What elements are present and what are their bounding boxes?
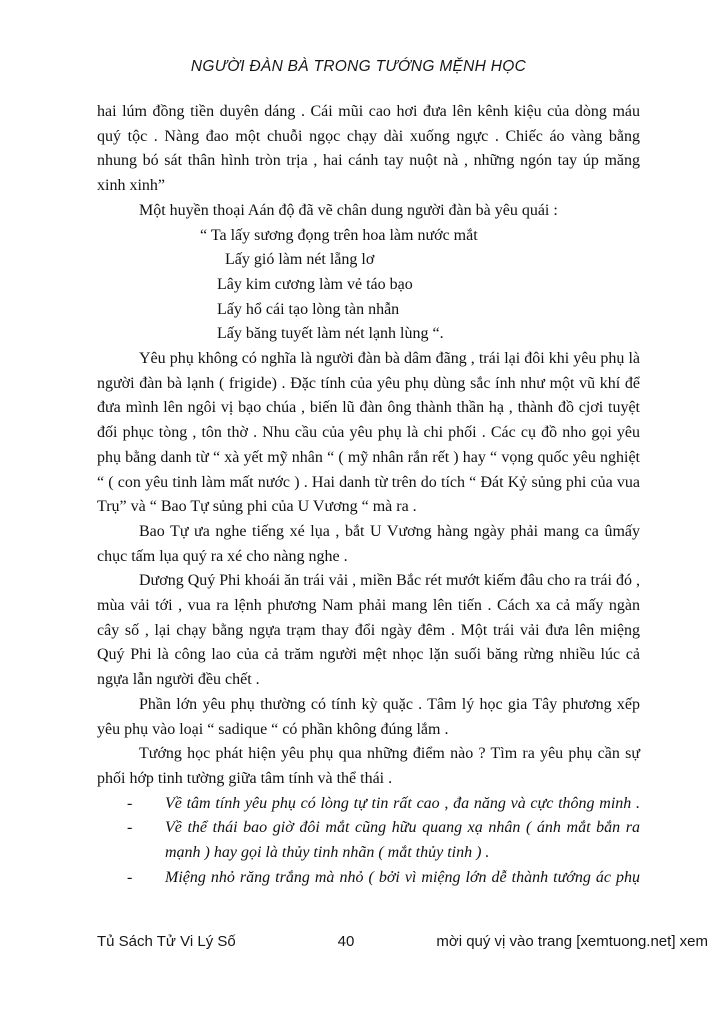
page-footer (0, 933, 717, 957)
text-line: chục tấm lụa quý ra xé cho nàng nghe . (97, 547, 348, 565)
text-line: phụ bằng danh từ “ xà yết mỹ nhân “ ( mỹ nhân rắn rết ) hay “ vọng quốc yêu nghiệt (97, 448, 640, 466)
text-line: hai lúm đồng tiền duyên dáng . Cái mũi cao hơi đưa lên kênh kiệu của dòng máu (97, 103, 640, 120)
text-line: đối phục tòng , tôn thờ . Nhu cầu của yêu phụ là chi phối . Các cụ đồ nho gọi yêu (97, 424, 640, 442)
text-line: Yêu phụ không có nghĩa là người đàn bà dâm đãng , trái lại đôi khi yêu phụ là (139, 350, 640, 368)
text-line: Lấy hổ cái tạo lòng tàn nhẫn (217, 300, 400, 318)
text-line: Phần lớn yêu phụ thường có tính kỳ quặc . Tâm lý học gia Tây phương xếp (139, 695, 640, 713)
list-item (97, 866, 640, 891)
text-line: cây số , lại chạy bằng ngựa trạm thay đổi ngày đêm . Một trái vải đưa lên miệng (97, 621, 640, 639)
text-line: quý tộc . Nàng đao một chuỗi ngọc chạy dài xuống ngực . Chiếc áo vàng bằng (97, 127, 640, 145)
list-item-dash: - (127, 868, 133, 886)
text-line: nhung bó sát thân hình tròn trịa , hai cánh tay nuột nà , những ngón tay úp măng (97, 152, 640, 170)
text-line: phối hớp tinh tường giữa tâm tính và thể thái . (97, 769, 393, 787)
page-title: NGƯỜI ĐÀN BÀ TRONG TƯỚNG MỆNH HỌC (190, 58, 527, 75)
text-line: Trụ” và “ Bao Tự sủng phi của U Vương “ mà ra . (97, 498, 417, 516)
text-line: Về thể thái bao giờ đôi mắt cũng hữu quang xạ nhân ( ánh mắt bắn ra (165, 819, 640, 837)
text-line: mạnh ) hay gọi là thủy tinh nhãn ( mắt thủy tinh ) . (165, 844, 490, 862)
text-line: xinh xinh” (97, 177, 165, 195)
text-line: Quý Phi là công lao của cả trăm người mệt nhọc lặn suối băng rừng nhiều lúc cả (97, 646, 640, 664)
text-line: “ ( con yêu tinh làm mất nước ) . Hai danh từ trên do tích “ Đát Kỷ sủng phi của vua (97, 473, 640, 491)
paragraph (97, 520, 640, 569)
text-line: Dương Quý Phi khoái ăn trái vải , miền Bắc rét mướt kiếm đâu cho ra trái đó , (139, 572, 640, 590)
text-line: “ Ta lấy sương đọng trên hoa làm nước mắt (200, 226, 478, 244)
footer-page-number: 40 (337, 933, 355, 950)
list-item (97, 816, 640, 865)
text-line: mùa vải tới , vua ra lệnh phương Nam phải mang lên tiến . Cách xa cả mấy ngàn (97, 597, 640, 615)
list-item (97, 792, 640, 817)
text-line: Về tâm tính yêu phụ có lòng tự tin rất cao , đa năng và cực thông minh . (165, 794, 640, 812)
paragraph (97, 100, 640, 199)
verse (97, 224, 640, 348)
text-line: người đàn bà lạnh ( frigide) . Đặc tính của yêu phụ dùng sắc ính như một vũ khí để (97, 374, 640, 392)
paragraph (97, 742, 640, 791)
paragraph (97, 347, 640, 520)
paragraph (97, 199, 640, 224)
footer-book-series: Tủ Sách Tử Vi Lý Số (97, 933, 236, 950)
footer-site-note: mời quý vị vào trang [xemtuong.net] xem (436, 933, 708, 950)
text-line: yêu phụ vào loại “ sadique “ có phần không đúng lắm . (97, 720, 449, 738)
paragraph (97, 569, 640, 693)
text-line: Lấy băng tuyết làm nét lạnh lùng “. (217, 325, 444, 343)
text-line: ngựa lẫn người đều chết . (97, 671, 260, 689)
list-item-dash: - (127, 794, 133, 812)
paragraph (97, 693, 640, 742)
text-line: đưa mình lên ngôi vị bạo chúa , biến lũ đàn ông thành thần hạ , thành đồ cjơi tuyệt (97, 399, 640, 417)
text-line: Một huyền thoại Aán độ đã vẽ chân dung người đàn bà yêu quái : (139, 201, 558, 219)
text-line: Miệng nhỏ răng trắng mà nhỏ ( bởi vì miệng lớn dễ thành tướng ác phụ (165, 868, 640, 886)
text-line: Tướng học phát hiện yêu phụ qua những điểm nào ? Tìm ra yêu phụ cần sự (139, 745, 640, 763)
text-line: Lấy gió làm nét lẵng lơ (225, 251, 375, 269)
text-line: Bao Tự ưa nghe tiếng xé lụa , bắt U Vương hàng ngày phải mang ca ûmấy (139, 522, 640, 540)
list-item-dash: - (127, 819, 133, 837)
text-line: Lây kim cương làm vẻ táo bạo (217, 275, 413, 293)
document-body (97, 100, 640, 891)
